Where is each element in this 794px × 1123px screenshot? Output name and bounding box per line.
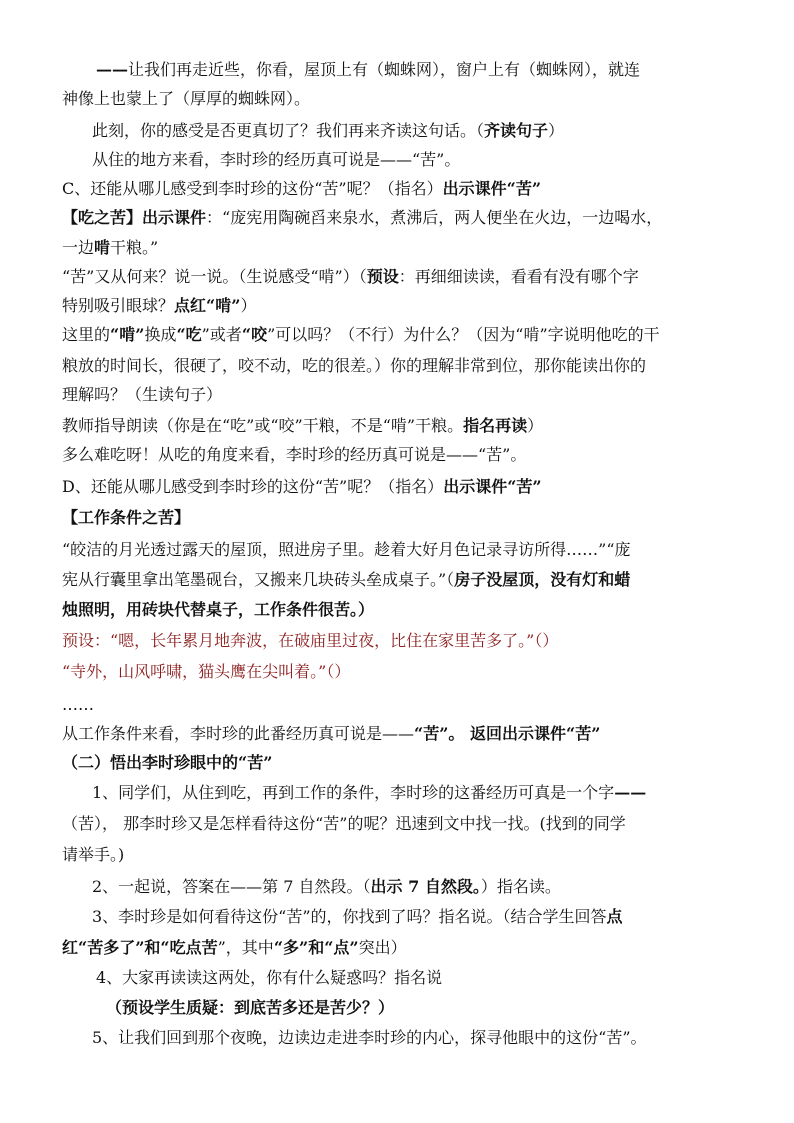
text-line [62,411,754,440]
text-segment: 点红“啃” [174,296,241,315]
text-segment: “皎洁的月光透过露天的屋顶，照进房子里。趁着大好月色记录寻访所得……”“庞 [62,540,631,559]
text-segment: 3、李时珍是如何看待这份“苦”的，你找到了吗？指名说。（结合学生回答 [92,907,607,926]
text-segment: D、还能从哪儿感受到李时珍的这份“苦”呢？（指名） [62,477,444,496]
text-line [62,690,754,719]
text-line [106,993,754,1022]
text-segment: 请举手。) [62,845,125,864]
text-line [62,380,754,409]
text-line [92,1023,754,1052]
text-segment: （预设学生质疑：到底苦多还是苦少？） [106,998,395,1017]
text-line [92,145,754,174]
text-segment: 一边 [62,238,95,257]
text-line [62,748,754,777]
text-segment: 点 [606,907,623,926]
text-segment: “咬 [241,325,268,344]
text-segment: 指名再读 [463,416,528,435]
text-segment: 多么难吃呀！从吃的角度来看，李时珍的经历真可说是——“苦”。 [62,445,527,464]
text-line [62,291,754,320]
text-line [62,262,754,291]
text-line [62,203,754,232]
text-segment: 教师指导朗读（你是在“吃”或“咬”干粮，不是“啃”干粮。 [62,416,464,435]
text-segment: —— [96,60,128,79]
text-segment: 特别吸引眼球？ [62,296,175,315]
text-segment: ） [548,121,565,140]
text-segment: 神像上也蒙上了（厚厚的蜘蛛网）。 [62,89,311,108]
text-segment: ：再细细读读，看看有没有哪个字 [398,267,639,286]
text-line [62,320,754,349]
text-segment: ”可以吗？（不行）为什么？（因为“啃”字说明他吃的干 [267,325,660,344]
text-line [62,809,754,838]
text-line [96,55,754,84]
text-segment: 4、大家再读读这两处，你有什么疑惑吗？指名说 [96,968,443,987]
text-segment: 此刻，你的感受是否更真切了？我们再来齐读这句话。（ [92,121,485,140]
text-segment: （二）悟出李时珍眼中的“苦” [62,753,273,772]
text-line [62,440,754,469]
text-segment: “啃” [110,325,145,344]
text-segment: 换成 [144,325,177,344]
text-segment: “多”和“点” [273,938,359,957]
text-segment: 粮放的时间长，很硬了，咬不动，吃的很差。）你的理解非常到位，那你能读出你的 [62,356,647,375]
text-segment: ） [527,416,544,435]
text-segment: “苦”。 返回出示课件“苦” [414,724,601,743]
text-segment: 从住的地方来看，李时珍的经历真可说是——“苦”。 [92,150,461,169]
text-line [62,503,754,532]
text-line [62,233,754,262]
text-segment: 突出） [358,938,407,957]
text-segment: 出示 7 自然段。 [370,877,481,896]
text-segment: 1、同学们，从住到吃，再到工作的条件，李时珍的这番经历可真是一个字 [92,783,615,802]
text-segment: “苦”又从何来？说一说。（生说感受“啃”）（ [62,267,367,286]
text-segment: 预设：“嗯，长年累月地奔波，在破庙里过夜，比住在家里苦多了。”（） [62,631,559,650]
text-line [62,933,754,962]
text-segment: 齐读句子 [484,121,549,140]
text-segment: 出示课件“苦” [442,179,542,198]
text-segment: 啃 [94,238,111,257]
text-segment: ：“庞宪用陶碗舀来泉水，煮沸后，两人便坐在火边，一边喝水， [206,208,663,227]
text-segment: 5、让我们回到那个夜晚，边读边走进李时珍的内心，探寻他眼中的这份“苦”。 [92,1028,647,1047]
text-line [62,626,754,655]
text-segment: C、还能从哪儿感受到李时珍的这份“苦”呢？（指名） [62,179,443,198]
text-line [62,84,754,113]
text-line [62,351,754,380]
text-line [62,472,754,501]
text-segment: —— [614,783,647,802]
text-segment: 从工作条件来看，李时珍的此番经历真可说是—— [62,724,415,743]
text-segment: 让我们再走近些，你看，屋顶上有（蜘蛛网），窗户上有（蜘蛛网），就连 [128,60,641,79]
text-segment: 干粮。” [110,238,159,257]
text-segment: 烛照明，用砖块代替桌子，工作条件很苦。） [62,600,375,619]
text-segment: 理解吗？（生读句子） [62,385,223,404]
text-segment: “吃 [176,325,202,344]
text-segment: ”，其中 [217,938,274,957]
text-segment: …… [62,695,94,714]
text-line [62,719,754,748]
text-segment: 预设 [366,267,399,286]
text-line [62,840,754,869]
text-segment: 【吃之苦】出示课件 [62,208,207,227]
text-line [92,902,754,931]
text-segment: 出示课件“苦” [443,477,542,496]
text-line [62,535,754,564]
text-segment: 2、一起说，答案在——第 7 自然段。（ [92,877,371,896]
text-segment: ）指名读。 [480,877,561,896]
text-segment: ”或者 [201,325,242,344]
text-line [96,963,754,992]
text-segment: 这里的 [62,325,111,344]
text-segment: 宪从行囊里拿出笔墨砚台，又搬来几块砖头垒成桌子。”（ [62,570,455,589]
text-segment: 房子没屋顶，没有灯和蜡 [454,570,631,589]
text-line [92,778,754,807]
text-segment: 【工作条件之苦】 [62,508,191,527]
text-line [62,595,754,624]
text-segment: 红“苦多了”和“吃点苦 [62,938,218,957]
text-segment: ） [240,296,257,315]
text-line [62,565,754,594]
text-line [62,657,754,686]
text-line [62,174,754,203]
text-line [92,872,754,901]
text-line [92,116,754,145]
text-segment: （苦）， 那李时珍又是怎样看待这份“苦”的呢？迅速到文中找一找。(找到的同学 [62,814,626,833]
text-segment: “寺外，山风呼啸，猫头鹰在尖叫着。”（） [62,662,351,681]
